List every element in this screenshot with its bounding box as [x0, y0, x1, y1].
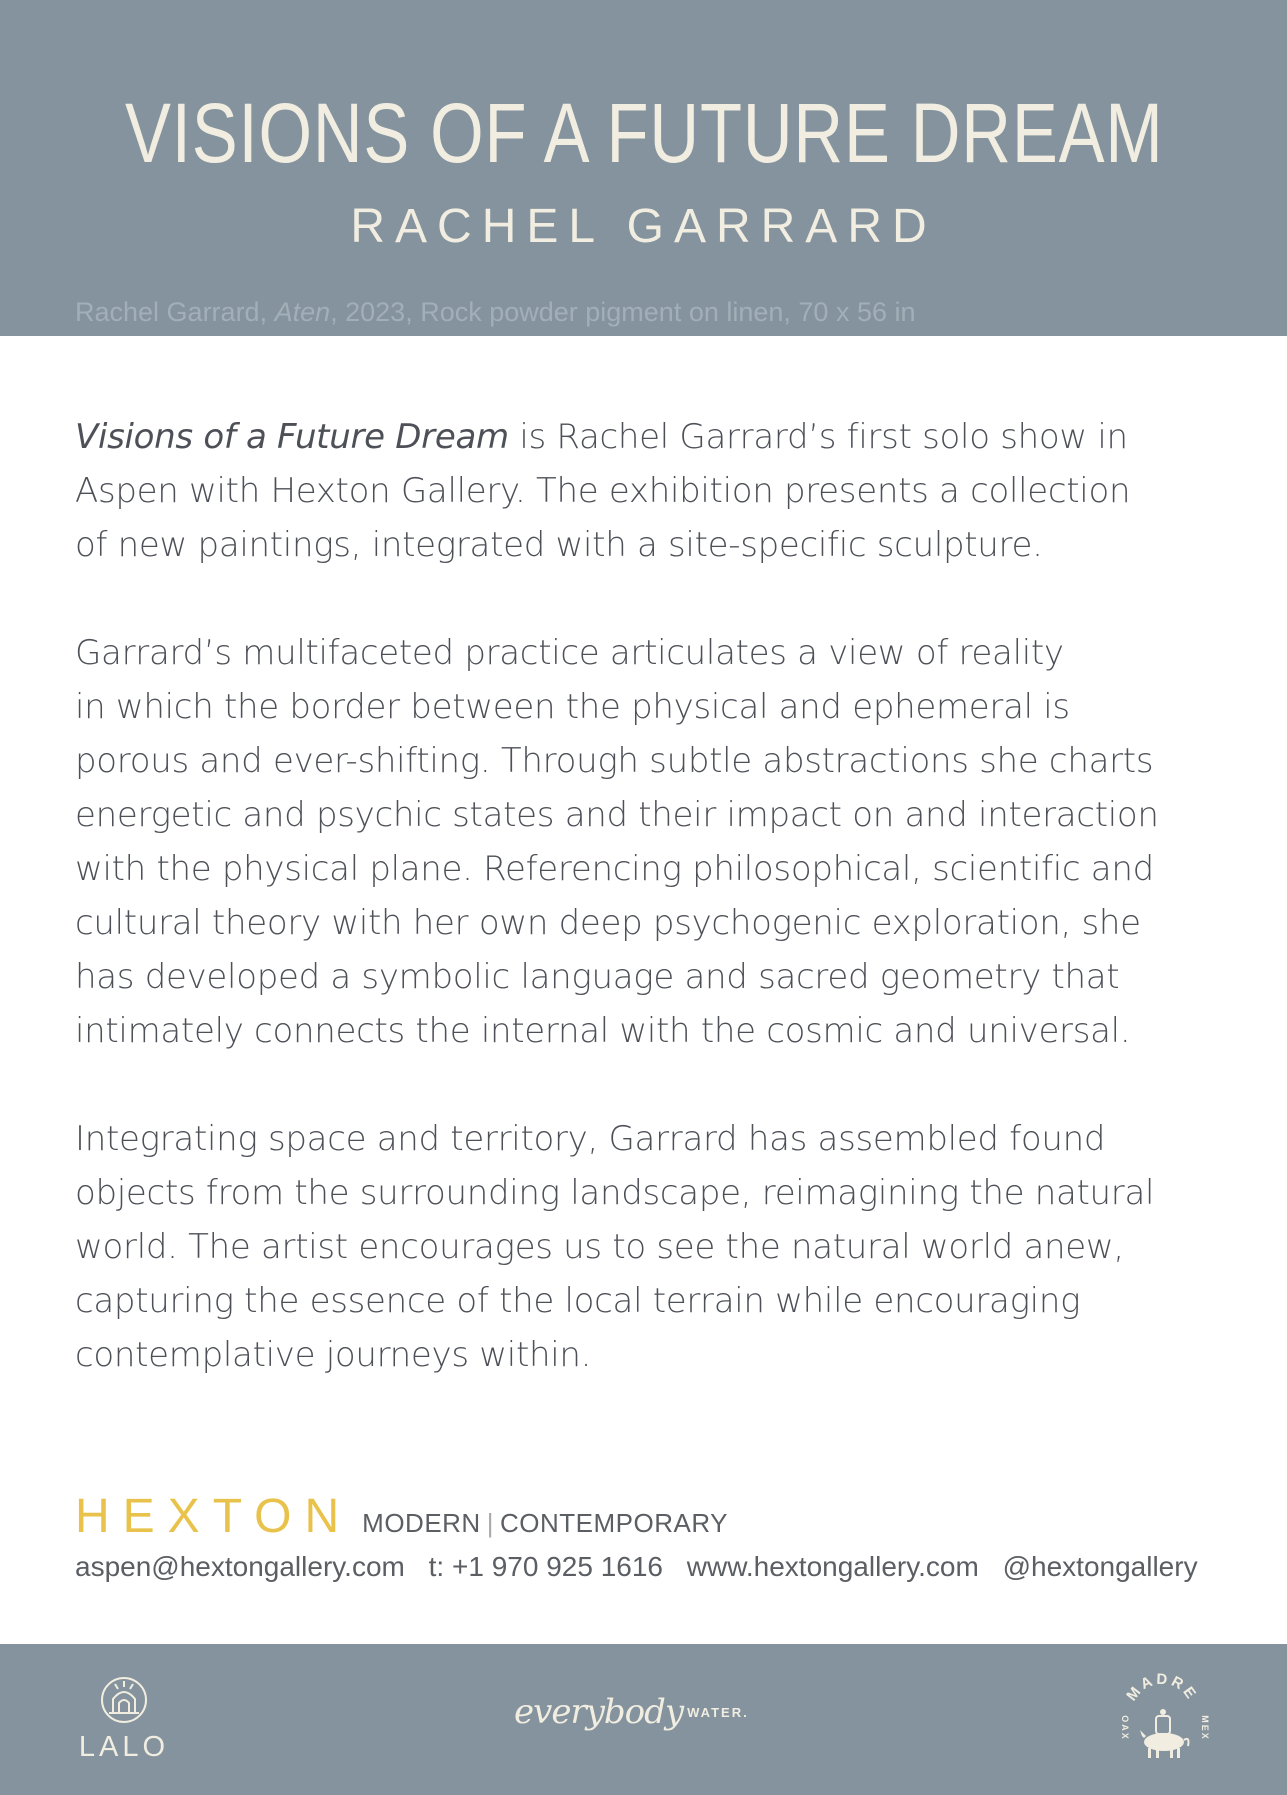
email-link[interactable]: aspen@hextongallery.com	[75, 1551, 405, 1582]
paragraph-1-line: of new paintings, integrated with a site-specific sculpture.	[75, 525, 1043, 565]
contact-info	[75, 1547, 1225, 1587]
paragraph-3-line: contemplative journeys within.	[75, 1335, 592, 1375]
social-handle[interactable]: @hextongallery	[1002, 1551, 1198, 1582]
sponsor-footer	[0, 1644, 1287, 1795]
tagline-modern: MODERN	[362, 1508, 481, 1538]
paragraph-2-line: in which the border between the physical and ephemeral is	[75, 687, 1070, 727]
artist-name: RACHEL GARRARD	[350, 200, 937, 253]
caption-prefix: Rachel Garrard,	[75, 297, 275, 327]
paragraph-2	[75, 626, 1225, 1058]
paragraph-3-line: capturing the essence of the local terrain while encouraging	[75, 1281, 1081, 1321]
madre-mex-text: MEX	[1200, 1715, 1210, 1741]
caption-suffix: , 2023, Rock powder pigment on linen, 70 x 56 in	[330, 297, 916, 327]
website-link[interactable]: www.hextongallery.com	[686, 1551, 979, 1582]
madre-logo	[1112, 1666, 1212, 1766]
everybody-script: everybody	[514, 1692, 684, 1732]
gallery-tagline	[362, 1508, 728, 1539]
artwork-caption	[75, 294, 916, 330]
paragraph-1-line: Aspen with Hexton Gallery. The exhibition presents a collection	[75, 471, 1131, 511]
tagline-contemporary: CONTEMPORARY	[499, 1508, 728, 1538]
paragraph-2-line: has developed a symbolic language and sacred geometry that	[75, 957, 1120, 997]
caption-work-title: Aten	[274, 297, 331, 327]
tagline-separator: |	[486, 1508, 494, 1538]
everybody-water-logo	[514, 1692, 749, 1732]
paragraph-1-line-1-text: is Rachel Garrard’s first solo show in	[508, 417, 1128, 457]
lalo-emblem-icon	[99, 1675, 149, 1725]
paragraph-3-line: objects from the surrounding landscape, reimagining the natural	[75, 1173, 1155, 1213]
paragraph-3-line: world. The artist encourages us to see the natural world anew,	[75, 1227, 1124, 1267]
paragraph-1-line	[75, 410, 1225, 464]
paragraph-2-line: cultural theory with her own deep psychogenic exploration, she	[75, 903, 1141, 943]
header-banner	[0, 0, 1287, 336]
lalo-logo	[76, 1675, 172, 1764]
madre-arc-text: MADRE	[1123, 1670, 1201, 1705]
paragraph-1	[75, 410, 1225, 572]
gallery-logo-text: HEXTON	[75, 1490, 353, 1543]
gallery-brand	[75, 1487, 728, 1547]
lalo-label: LALO	[78, 1731, 170, 1763]
water-wordmark: WATER.	[687, 1705, 749, 1720]
paragraph-2-line: intimately connects the internal with the cosmic and universal.	[75, 1011, 1131, 1051]
show-title-italic: Visions of a Future Dream	[75, 417, 509, 457]
paragraph-3	[75, 1112, 1225, 1382]
paragraph-2-line: porous and ever-shifting. Through subtle abstractions she charts	[75, 741, 1154, 781]
paragraph-2-line: energetic and psychic states and their impact on and interaction	[75, 795, 1159, 835]
paragraph-3-line: Integrating space and territory, Garrard has assembled found	[75, 1119, 1106, 1159]
exhibition-text	[75, 410, 1225, 1436]
madre-oax-text: OAX	[1120, 1715, 1130, 1741]
paragraph-2-line: with the physical plane. Referencing philosophical, scientific and	[75, 849, 1154, 889]
bull-icon	[1138, 1709, 1189, 1758]
phone-number[interactable]: t: +1 970 925 1616	[428, 1551, 663, 1582]
paragraph-2-line: Garrard’s multifaceted practice articulates a view of reality	[75, 633, 1064, 673]
exhibition-title: VISIONS OF A FUTURE DREAM	[125, 86, 1164, 180]
